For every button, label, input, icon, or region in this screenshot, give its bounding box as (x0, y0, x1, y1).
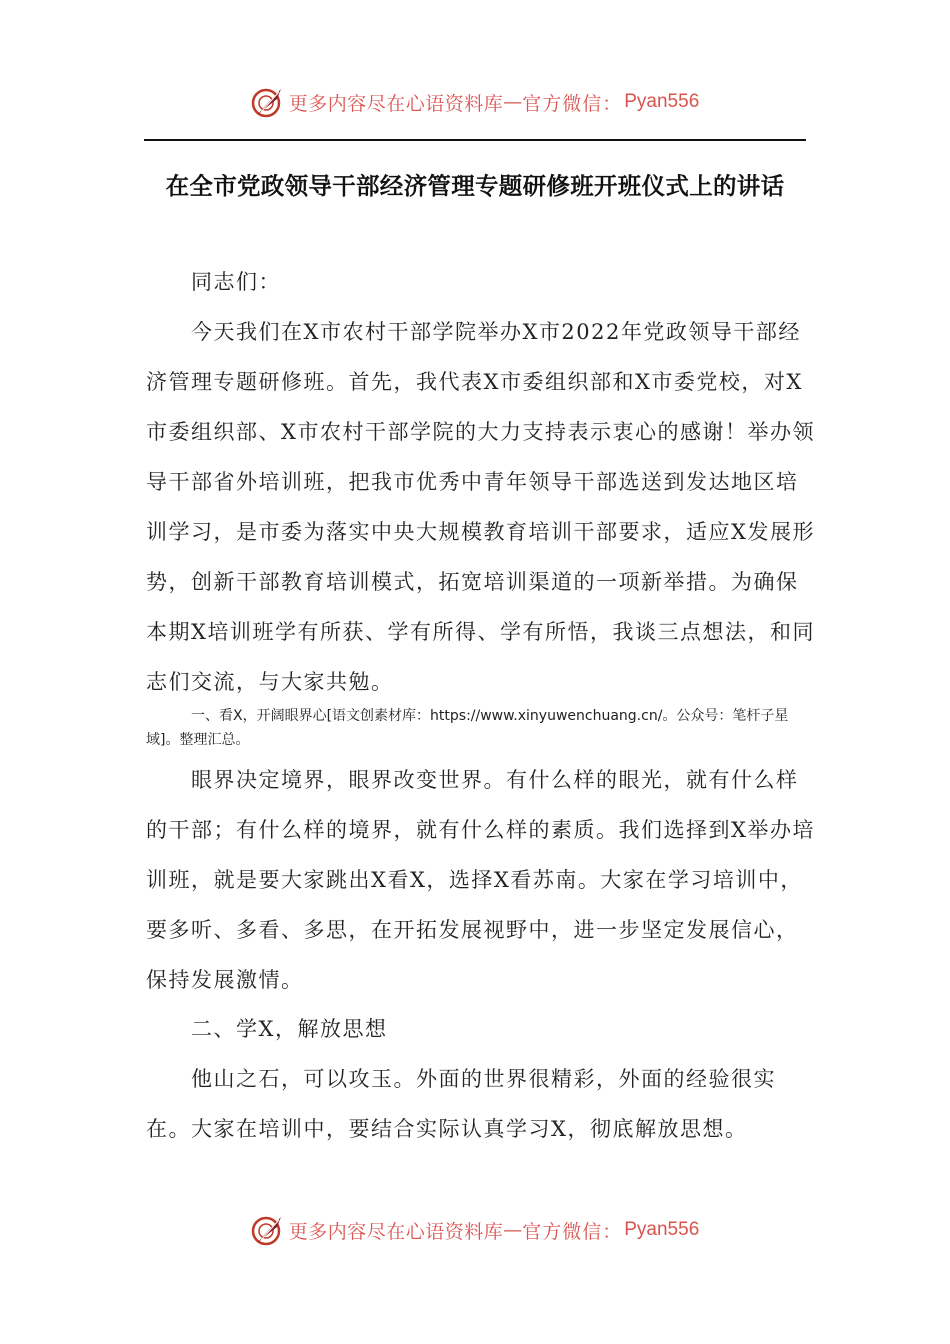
paragraph-1: 今天我们在X市农村干部学院举办X市2022年党政领导干部经济管理专题研修班。首先，我代表X市委组织部和X市委党校，对X市委组织部、X市农村干部学院的大力支持表示衷心的感谢！举办领导干部省外培训班，把我市优秀中青年领导干部选送到发达地区培训学习，是市委为落实中央大规模教育培训干部要求，适应X发展形势，创新干部教育培训模式，拓宽培训渠道的一项新举措。为确保本期X培训班学有所获、学有所得、学有所悟，我谈三点想法，和同志们交流，与大家共勉。 (146, 320, 815, 694)
footer-wechat-label: 官方微信： (522, 1220, 623, 1243)
section-heading-1: 一、看X，开阔眼界心[语文创素材库：https://www.xinyuwenchuang.cn/。公众号：笔杆子星域]。整理汇总。 (146, 708, 789, 748)
header-banner (0, 82, 950, 122)
quill-logo-icon (251, 1213, 285, 1247)
section-heading-2: 二、学X，解放思想 (191, 1017, 388, 1041)
greeting: 同志们： (191, 270, 281, 294)
header-divider (144, 139, 806, 141)
paragraph-2: 眼界决定境界，眼界改变世界。有什么样的眼光，就有什么样的干部；有什么样的境界，就有什么样的素质。我们选择到X举办培训班，就是要大家跳出X看X，选择X看苏南。大家在学习培训中，要多听、多看、多思，在开拓发展视野中，进一步坚定发展信心，保持发展激情。 (146, 768, 815, 992)
paragraph-3: 他山之石，可以攻玉。外面的世界很精彩，外面的经验很实在。大家在培训中，要结合实际认真学习X，彻底解放思想。 (146, 1067, 776, 1141)
banner-wechat-id: Pyan556 (624, 91, 700, 112)
footer-wechat-id: Pyan556 (624, 1219, 700, 1240)
banner-separator: — (503, 91, 523, 113)
footer-separator: — (503, 1219, 523, 1241)
quill-logo-icon (251, 85, 285, 119)
footer-main-text: 更多内容尽在心语资料库 (288, 1220, 504, 1243)
banner-wechat-label: 官方微信： (522, 92, 623, 115)
banner-main-text: 更多内容尽在心语资料库 (288, 92, 504, 115)
footer-banner (0, 1210, 950, 1250)
document-title: 在全市党政领导干部经济管理专题研修班开班仪式上的讲话 (165, 172, 785, 200)
